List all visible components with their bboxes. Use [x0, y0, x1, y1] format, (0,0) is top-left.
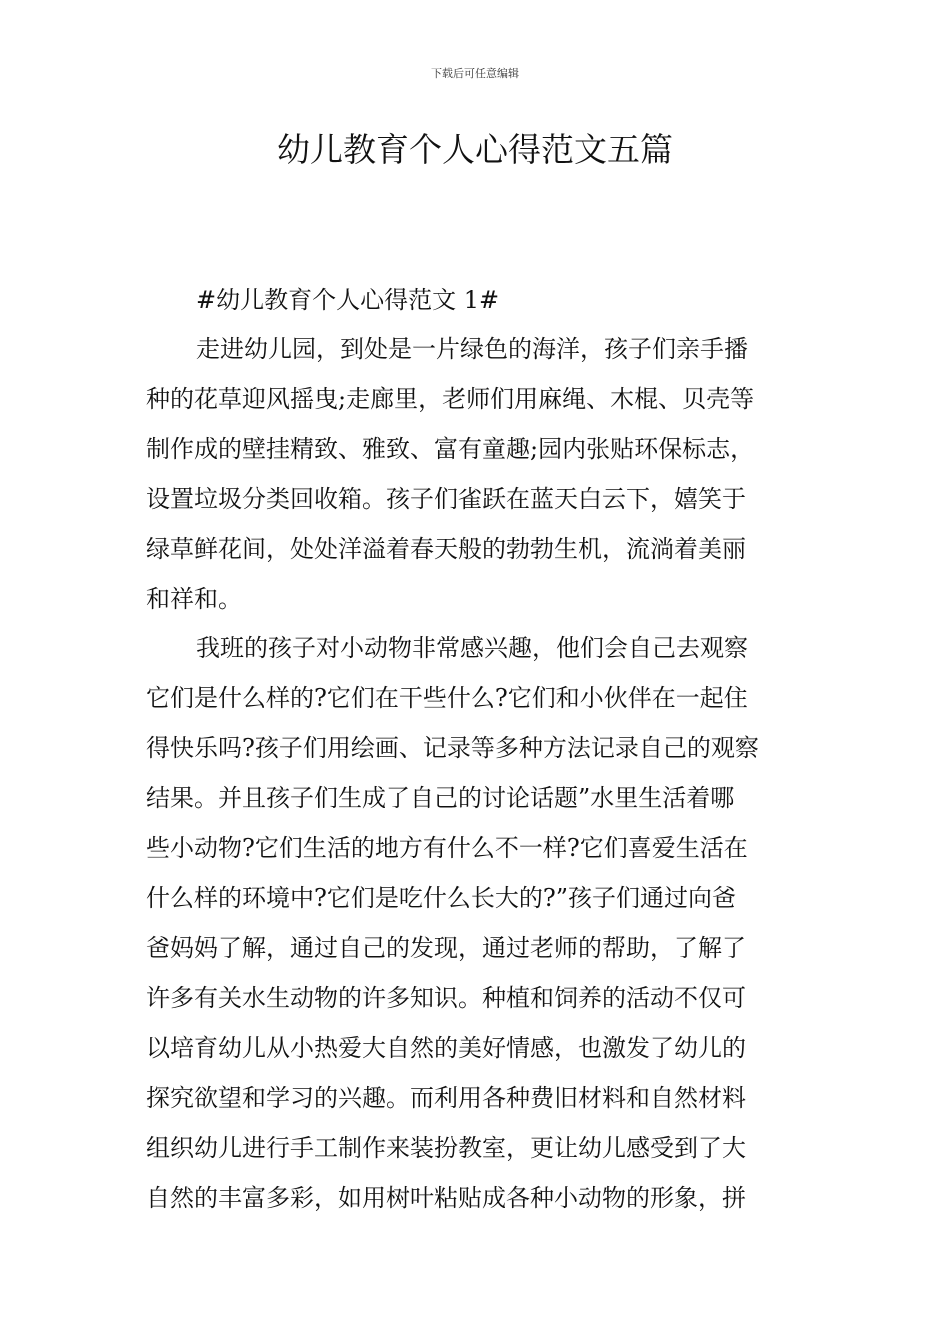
paragraph-line: 种的花草迎风摇曳;走廊里，老师们用麻绳、木棍、贝壳等	[146, 385, 755, 413]
paragraph-1	[146, 324, 806, 624]
paragraph-line: 走进幼儿园，到处是一片绿色的海洋，孩子们亲手播	[196, 335, 748, 363]
paragraph-line: 组织幼儿进行手工制作来装扮教室，更让幼儿感受到了大	[146, 1134, 746, 1162]
paragraph-line: 绿草鲜花间，处处洋溢着春天般的勃勃生机，流淌着美丽	[146, 535, 746, 563]
paragraph-line: 得快乐吗?孩子们用绘画、记录等多种方法记录自己的观察	[146, 734, 759, 762]
paragraph-line: 什么样的环境中?它们是吃什么长大的?”孩子们通过向爸	[146, 884, 737, 912]
section-heading: #幼儿教育个人心得范文 1#	[196, 286, 500, 314]
paragraph-line: 设置垃圾分类回收箱。孩子们雀跃在蓝天白云下，嬉笑于	[146, 485, 746, 513]
paragraph-line: 自然的丰富多彩，如用树叶粘贴成各种小动物的形象，拼	[146, 1184, 746, 1212]
paragraph-line: 它们是什么样的?它们在干些什么?它们和小伙伴在一起住	[146, 684, 748, 712]
paragraph-line: 些小动物?它们生活的地方有什么不一样?它们喜爱生活在	[146, 834, 748, 862]
document-title: 幼儿教育个人心得范文五篇	[277, 130, 673, 169]
paragraph-line: 以培育幼儿从小热爱大自然的美好情感，也激发了幼儿的	[146, 1034, 746, 1062]
paragraph-2	[146, 623, 806, 1223]
paragraph-line: 探究欲望和学习的兴趣。而利用各种费旧材料和自然材料	[146, 1084, 746, 1112]
paragraph-line: 和祥和。	[146, 585, 242, 613]
paragraph-line: 制作成的壁挂精致、雅致、富有童趣;园内张贴环保标志，	[146, 435, 755, 463]
paragraph-line: 爸妈妈了解，通过自己的发现，通过老师的帮助，了解了	[146, 934, 746, 962]
paragraph-line: 结果。并且孩子们生成了自己的讨论话题”水里生活着哪	[146, 784, 735, 812]
paragraph-line: 许多有关水生动物的许多知识。种植和饲养的活动不仅可	[146, 984, 746, 1012]
header-note: 下载后可任意编辑	[431, 67, 519, 80]
paragraph-line: 我班的孩子对小动物非常感兴趣，他们会自己去观察	[196, 634, 748, 662]
